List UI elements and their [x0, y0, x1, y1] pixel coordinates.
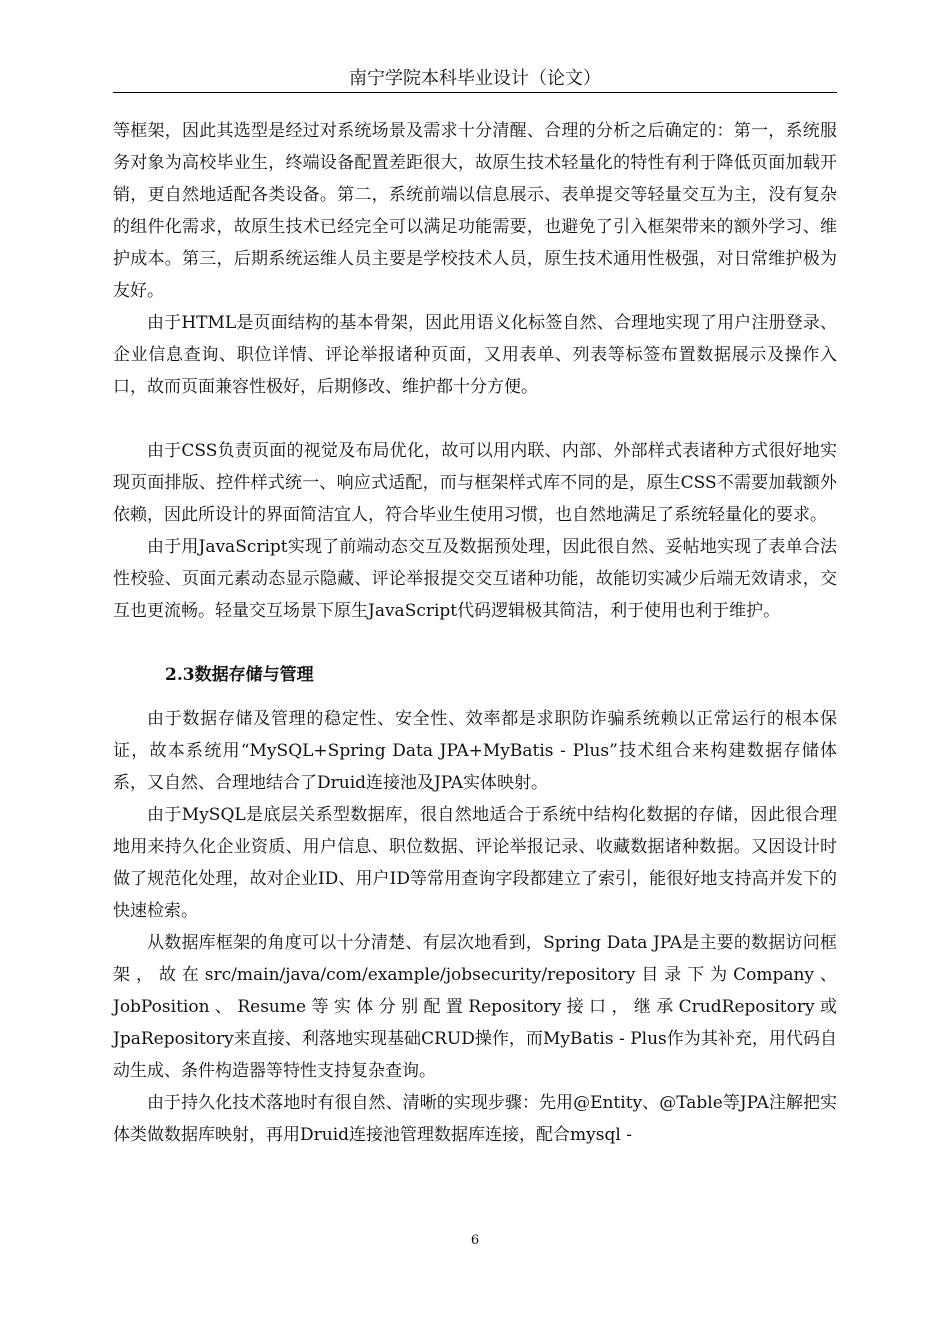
page-header: 南宁学院本科毕业设计（论文） — [113, 66, 837, 93]
paragraph-javascript: 由于用JavaScript实现了前端动态交互及数据预处理，因此很自然、妥帖地实现了表单合法性校验、页面元素动态显示隐藏、评论举报提交交互诸种功能，故能切实减少后端无效请求，交互也更流畅。轻量交互场景下原生JavaScript代码逻辑极其简洁，利于使用也利于维护。 — [113, 537, 837, 621]
paragraph-framework-selection: 等框架，因此其选型是经过对系统场景及需求十分清醒、合理的分析之后确定的：第一，系统服务对象为高校毕业生，终端设备配置差距很大，故原生技术轻量化的特性有利于降低页面加载开销，更自然地适配各类设备。第二，系统前端以信息展示、表单提交等轻量交互为主，没有复杂的组件化需求，故原生技术已经完全可以满足功能需要，也避免了引入框架带来的额外学习、维护成本。第三，后期系统运维人员主要是学校技术人员，原生技术通用性极强，对日常维护极为友好。 — [113, 121, 837, 301]
paragraph-mysql: 由于MySQL是底层关系型数据库，很自然地适合于系统中结构化数据的存储，因此很合理地用来持久化企业资质、用户信息、职位数据、评论举报记录、收藏数据诸种数据。又因设计时做了规范化处理，故对企业ID、用户ID等常用查询字段都建立了索引，能很好地支持高并发下的快速检索。 — [113, 805, 837, 921]
heading-gap — [113, 691, 837, 703]
paragraph-css: 由于CSS负责页面的视觉及布局优化，故可以用内联、内部、外部样式表诸种方式很好地实现页面排版、控件样式统一、响应式适配，而与框架样式库不同的是，原生CSS不需要加载额外依赖，因此所设计的界面简洁宜人，符合毕业生使用习惯，也自然地满足了系统轻量化的要求。 — [113, 441, 837, 525]
paragraph-persistence: 由于持久化技术落地时有很自然、清晰的实现步骤：先用@Entity、@Table等JPA注解把实体类做数据库映射，再用Druid连接池管理数据库连接，配合mysql - — [113, 1093, 837, 1145]
page-number: 6 — [470, 1233, 480, 1248]
section-heading: 2.3数据存储与管理 — [165, 665, 314, 685]
paragraph-html: 由于HTML是页面结构的基本骨架，因此用语义化标签自然、合理地实现了用户注册登录、企业信息查询、职位详情、评论举报诸种页面，又用表单、列表等标签布置数据展示及操作入口，故而页面兼容性极好，后期修改、维护都十分方便。 — [113, 313, 837, 397]
paragraph-jpa: 从数据库框架的角度可以十分清楚、有层次地看到，Spring Data JPA是主要的数据访问框架，故在src/main/java/com/example/jobsecurity/repository目录下为Company、JobPosition、Resume等实体分别配置Repository接口，继承CrudRepository或JpaRepository来直接、利落地实现基础CRUD操作，而MyBatis - Plus作为其补充，用代码自动生成、条件构造器等特性支持复杂查询。 — [113, 933, 837, 1081]
paragraph-gap — [113, 403, 837, 435]
section-gap — [113, 627, 837, 659]
document-body — [113, 115, 837, 1151]
paragraph-data-storage: 由于数据存储及管理的稳定性、安全性、效率都是求职防诈骗系统赖以正常运行的根本保证，故本系统用“MySQL+Spring Data JPA+MyBatis - Plus”技术组合来构建数据存储体系，又自然、合理地结合了Druid连接池及JPA实体映射。 — [113, 709, 837, 793]
